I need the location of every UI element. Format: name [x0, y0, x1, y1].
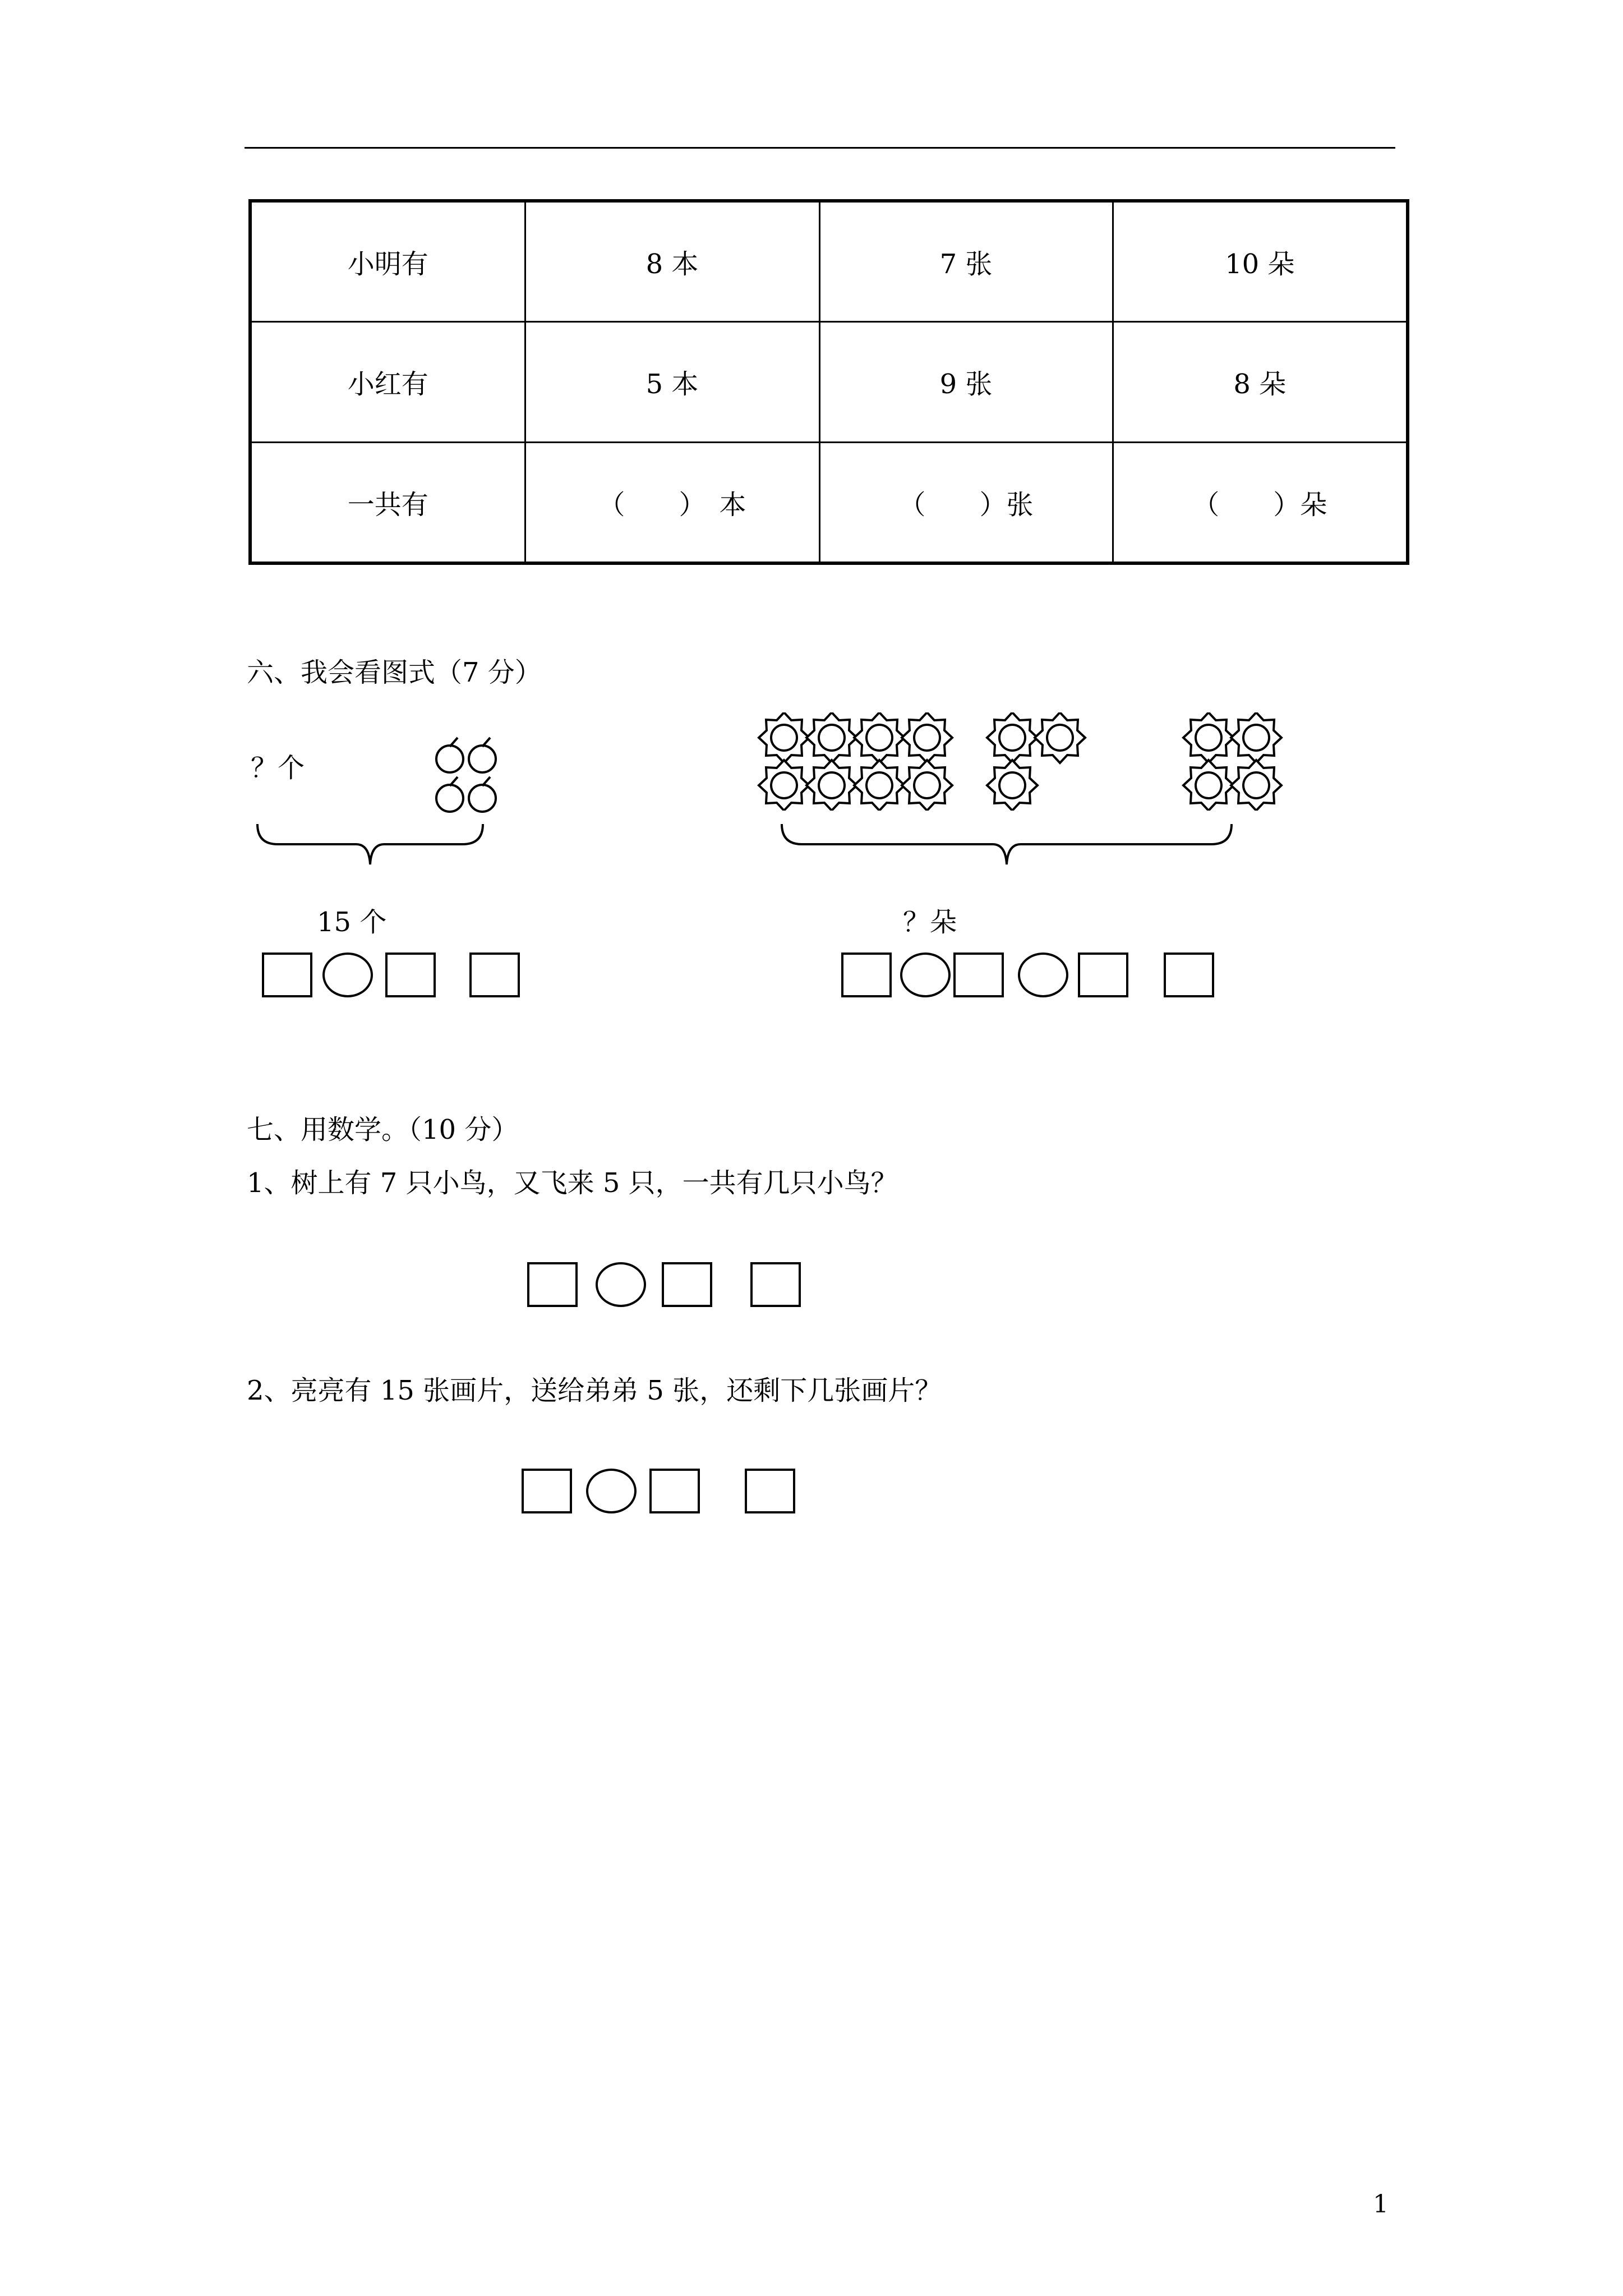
row-label: 小红有 [250, 322, 525, 442]
right-brace-icon [780, 822, 1234, 867]
section6-title: 六、我会看图式（7 分） [247, 657, 542, 688]
header-rule [245, 147, 1395, 149]
answer-box[interactable] [841, 953, 892, 997]
answer-box[interactable] [750, 1262, 801, 1307]
answer-box[interactable] [662, 1262, 712, 1307]
operator-circle[interactable] [586, 1469, 637, 1513]
left-question-label: ？个 [251, 752, 305, 784]
answer-box[interactable] [649, 1469, 700, 1513]
table-cell: 9 张 [819, 322, 1113, 442]
answer-box[interactable] [1078, 953, 1128, 997]
page-number: 1 [1373, 2190, 1389, 2219]
answer-box[interactable] [469, 953, 520, 997]
totals-table [248, 199, 1409, 565]
question-1: 1、树上有 7 只小鸟，又飞来 5 只，一共有几只小鸟？ [247, 1167, 898, 1199]
table-row [250, 442, 1408, 563]
answer-box[interactable] [262, 953, 312, 997]
answer-box[interactable] [522, 1469, 572, 1513]
apple-group-icon [432, 732, 505, 822]
row-label: 小明有 [250, 201, 525, 322]
table-row [250, 201, 1408, 322]
table-cell: 5 本 [525, 322, 819, 442]
section7-title: 七、用数学。（10 分） [247, 1114, 519, 1145]
answer-box[interactable] [953, 953, 1004, 997]
answer-box[interactable] [527, 1262, 578, 1307]
operator-circle[interactable] [900, 953, 951, 997]
table-cell: 8 朵 [1113, 322, 1408, 442]
answer-cell[interactable]: （ ） 本 [525, 442, 819, 563]
table-cell: 8 本 [525, 201, 819, 322]
question-2: 2、亮亮有 15 张画片，送给弟弟 5 张，还剩下几张画片？ [247, 1375, 942, 1406]
answer-cell[interactable]: （ ）张 [819, 442, 1113, 563]
operator-circle[interactable] [1018, 953, 1068, 997]
table-cell: 10 朵 [1113, 201, 1408, 322]
operator-circle[interactable] [322, 953, 373, 997]
left-total-label: 15 个 [317, 907, 387, 938]
right-question-label: ？朵 [903, 907, 957, 938]
answer-cell[interactable]: （ ）朵 [1113, 442, 1408, 563]
answer-box[interactable] [745, 1469, 795, 1513]
left-brace-icon [255, 822, 485, 867]
row-label: 一共有 [250, 442, 525, 563]
table-row [250, 322, 1408, 442]
table-cell: 7 张 [819, 201, 1113, 322]
answer-box[interactable] [1164, 953, 1214, 997]
operator-circle[interactable] [596, 1262, 646, 1307]
answer-box[interactable] [385, 953, 436, 997]
flower-groups-icon [757, 712, 1284, 811]
